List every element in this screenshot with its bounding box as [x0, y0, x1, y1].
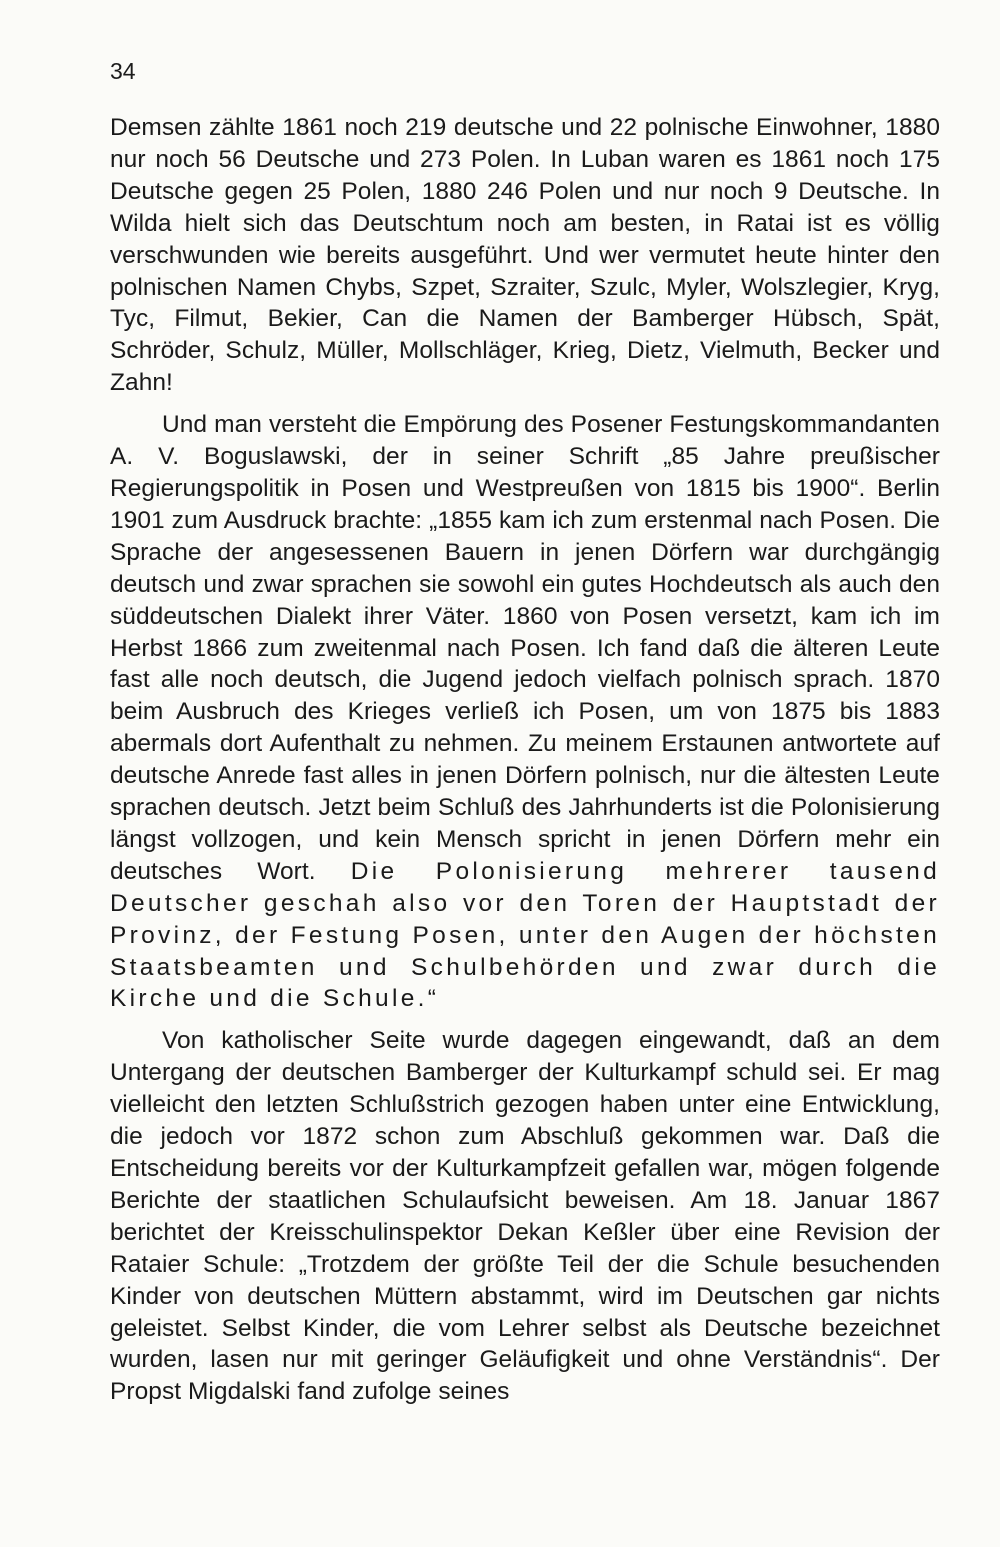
page-number: 34 — [110, 58, 136, 84]
paragraph-2-emphasis: Die Polonisierung mehrerer tausend Deutscher geschah also vor den Toren der Hauptstadt der Provinz, der Festung Posen, unter den Augen der höchsten Staatsbeamten und Schulbehörden und zwar durch die Kirche und die Schule.“ — [110, 857, 940, 1013]
paragraph-2 — [110, 409, 940, 1015]
paragraph-3: Von katholischer Seite wurde dagegen eingewandt, daß an dem Untergang der deutschen Bamberger der Kulturkampf schuld sei. Er mag vielleicht den letzten Schlußstrich gezogen haben unter eine Entwicklung, die jedoch vor 1872 schon zum Abschluß gekommen war. Daß die Entscheidung bereits vor der Kulturkampfzeit gefallen war, mögen folgende Berichte der staatlichen Schulaufsicht beweisen. Am 18. Januar 1867 berichtet der Kreisschulinspektor Dekan Keßler über eine Revision der Rataier Schule: „Trotzdem der größte Teil der die Schule besuchenden Kinder von deutschen Müttern abstammt, wird im Deutschen gar nichts geleistet. Selbst Kinder, die vom Lehrer selbst als Deutsche bezeichnet wurden, lasen nur mit geringer Geläufigkeit und ohne Verständnis“. Der Propst Migdalski fand zufolge seines — [110, 1027, 940, 1406]
paragraph-2-text: Und man versteht die Empörung des Posener Festungskommandanten A. V. Boguslawski, der in seiner Schrift „85 Jahre preußischer Regierungspolitik in Posen und Westpreußen von 1815 bis 1900“. Berlin 1901 zum Ausdruck brachte: „1855 kam ich zum erstenmal nach Posen. Die Sprache der angesessenen Bauern in jenen Dörfern war durchgängig deutsch und zwar sprachen sie sowohl ein gutes Hochdeutsch als auch den süddeutschen Dialekt ihrer Väter. 1860 von Posen versetzt, kam ich im Herbst 1866 zum zweitenmal nach Posen. Ich fand daß die älteren Leute fast alle noch deutsch, die Jugend jedoch vielfach polnisch sprach. 1870 beim Ausbruch des Krieges verließ ich Posen, um von 1875 bis 1883 abermals dort Aufenthalt zu nehmen. Zu meinem Erstaunen antwortete auf deutsche Anrede fast alles in jenen Dörfern polnisch, nur die ältesten Leute sprachen deutsch. Jetzt beim Schluß des Jahrhunderts ist die Polonisierung längst vollzogen, und kein Mensch spricht in jenen Dörfern mehr ein deutsches Wort. — [110, 411, 940, 885]
body-text — [110, 112, 940, 1418]
paragraph-1: Demsen zählte 1861 noch 219 deutsche und 22 polnische Einwohner, 1880 nur noch 56 Deutsche und 273 Polen. In Luban waren es 1861 noch 175 Deutsche gegen 25 Polen, 1880 246 Polen und nur noch 9 Deutsche. In Wilda hielt sich das Deutschtum noch am besten, in Ratai ist es völlig verschwunden wie bereits ausgeführt. Und wer vermutet heute hinter den polnischen Namen Chybs, Szpet, Szraiter, Szulc, Myler, Wolszlegier, Kryg, Tyc, Filmut, Bekier, Can die Namen der Bamberger Hübsch, Spät, Schröder, Schulz, Müller, Mollschläger, Krieg, Dietz, Vielmuth, Becker und Zahn! — [110, 114, 940, 397]
